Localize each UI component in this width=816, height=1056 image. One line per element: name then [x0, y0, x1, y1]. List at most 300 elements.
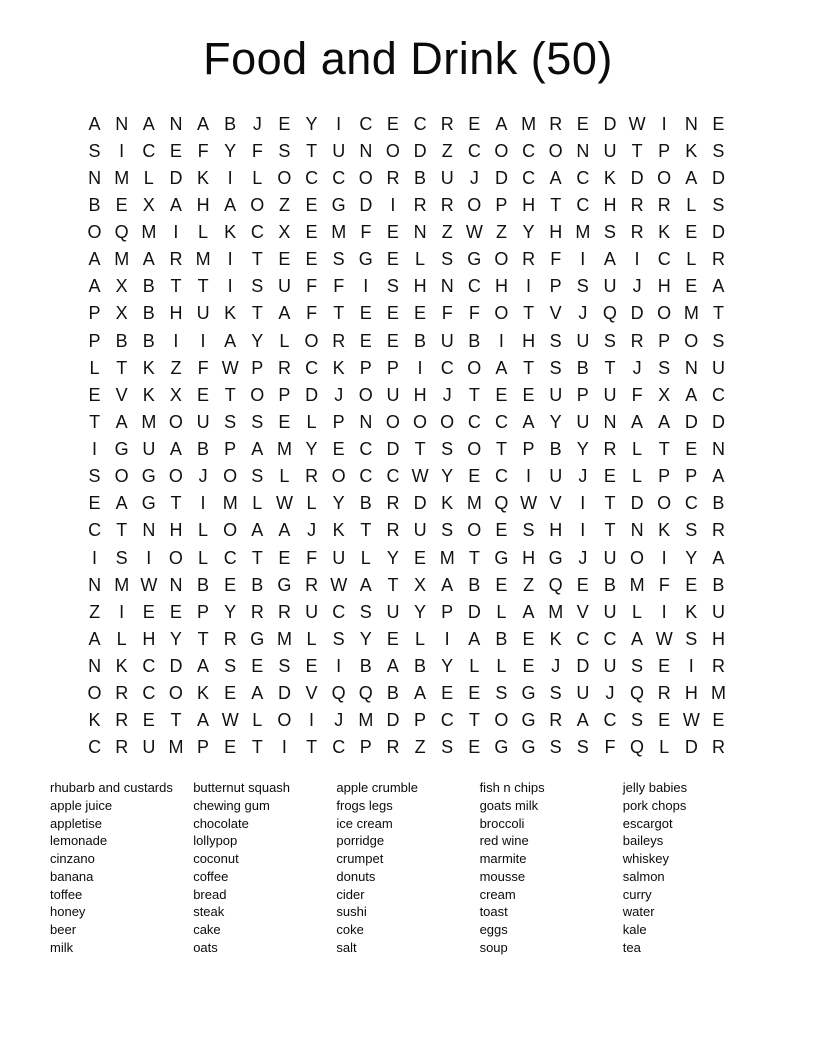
grid-cell: A: [712, 276, 725, 297]
grid-cell: W: [221, 357, 239, 378]
grid-cell: N: [169, 574, 183, 595]
word-item: oats: [193, 939, 218, 955]
grid-cell: E: [468, 737, 481, 758]
grid-cell: C: [576, 167, 590, 188]
grid-cell: E: [332, 439, 345, 460]
grid-cell: U: [549, 466, 563, 487]
grid-cell: D: [711, 411, 725, 432]
grid-cell: Y: [224, 140, 237, 161]
grid-cell: I: [92, 439, 98, 460]
grid-cell: O: [494, 140, 509, 161]
word-item: bread: [193, 886, 227, 902]
grid-cell: R: [277, 357, 291, 378]
grid-cell: K: [658, 222, 671, 243]
grid-cell: U: [196, 411, 210, 432]
grid-cell: S: [441, 439, 454, 460]
grid-cell: O: [168, 547, 183, 568]
grid-cell: A: [169, 194, 182, 215]
grid-cell: C: [359, 113, 373, 134]
grid-cell: S: [603, 222, 616, 243]
grid-cell: U: [711, 601, 725, 622]
grid-cell: D: [630, 493, 644, 514]
grid-cell: T: [658, 439, 670, 460]
word-item: salmon: [622, 868, 665, 884]
grid-cell: I: [146, 547, 152, 568]
grid-cell: C: [440, 357, 454, 378]
grid-cell: A: [685, 384, 698, 405]
grid-cell: C: [386, 466, 400, 487]
grid-cell: J: [469, 167, 479, 188]
grid-cell: G: [521, 710, 536, 731]
grid-cell: S: [658, 357, 671, 378]
grid-cell: J: [252, 113, 262, 134]
grid-cell: Z: [414, 737, 426, 758]
grid-cell: W: [628, 113, 646, 134]
grid-cell: A: [712, 466, 725, 487]
word-item: crumpet: [336, 851, 384, 866]
grid-cell: M: [276, 439, 292, 460]
grid-cell: P: [658, 330, 671, 351]
grid-cell: S: [115, 547, 128, 568]
grid-cell: P: [576, 384, 589, 405]
grid-cell: T: [387, 574, 399, 595]
grid-cell: F: [360, 222, 372, 243]
grid-cell: Y: [224, 601, 237, 622]
grid-cell: W: [275, 493, 293, 514]
grid-cell: N: [711, 439, 725, 460]
grid-cell: H: [657, 276, 671, 297]
grid-cell: B: [712, 574, 725, 595]
grid-cell: Z: [441, 140, 453, 161]
grid-cell: A: [251, 683, 264, 704]
grid-cell: I: [119, 140, 125, 161]
word-list-column: [623, 779, 766, 957]
grid-cell: L: [632, 466, 643, 487]
grid-cell: U: [603, 601, 617, 622]
grid-cell: B: [576, 357, 589, 378]
grid-cell: C: [142, 683, 156, 704]
grid-cell: L: [632, 601, 643, 622]
grid-cell: R: [603, 439, 617, 460]
grid-cell: L: [198, 222, 209, 243]
grid-cell: A: [712, 547, 725, 568]
grid-cell: A: [251, 439, 264, 460]
grid-cell: L: [496, 601, 507, 622]
grid-cell: K: [142, 357, 155, 378]
grid-cell: H: [549, 222, 563, 243]
grid-cell: W: [655, 628, 673, 649]
grid-cell: P: [197, 737, 210, 758]
grid-cell: Z: [89, 601, 101, 622]
grid-cell: T: [550, 194, 562, 215]
grid-cell: B: [549, 439, 562, 460]
grid-cell: S: [685, 628, 698, 649]
grid-cell: N: [359, 411, 373, 432]
grid-cell: T: [468, 547, 480, 568]
grid-cell: E: [278, 547, 291, 568]
grid-cell: S: [441, 520, 454, 541]
grid-cell: M: [358, 710, 374, 731]
grid-cell: E: [251, 656, 264, 677]
grid-cell: A: [142, 249, 155, 270]
word-item: chewing gum: [193, 797, 270, 813]
grid-cell: A: [142, 113, 155, 134]
grid-cell: O: [657, 493, 672, 514]
grid-cell: O: [657, 167, 672, 188]
grid-cell: G: [521, 683, 536, 704]
grid-cell: H: [711, 628, 725, 649]
word-item: soup: [479, 939, 508, 955]
grid-cell: L: [632, 439, 643, 460]
grid-cell: K: [549, 628, 562, 649]
grid-cell: A: [88, 276, 101, 297]
grid-cell: I: [580, 493, 586, 514]
grid-cell: L: [279, 330, 290, 351]
grid-cell: S: [685, 520, 698, 541]
grid-cell: D: [277, 683, 291, 704]
grid-cell: Q: [358, 683, 373, 704]
word-item: broccoli: [479, 815, 525, 831]
word-item: coke: [336, 922, 364, 937]
grid-cell: F: [604, 737, 616, 758]
grid-cell: A: [631, 411, 644, 432]
grid-cell: G: [494, 547, 509, 568]
word-item: cake: [193, 922, 221, 937]
grid-cell: N: [142, 520, 156, 541]
word-item: red wine: [479, 833, 529, 849]
grid-cell: P: [359, 357, 372, 378]
grid-cell: M: [575, 222, 591, 243]
word-item: whiskey: [622, 851, 669, 866]
grid-cell: A: [522, 411, 535, 432]
grid-cell: V: [549, 303, 562, 324]
word-item: apple crumble: [336, 780, 419, 795]
grid-cell: E: [169, 601, 182, 622]
grid-cell: X: [169, 384, 182, 405]
word-item: butternut squash: [193, 780, 291, 795]
grid-cell: S: [88, 140, 101, 161]
grid-cell: A: [278, 520, 291, 541]
grid-cell: K: [224, 222, 237, 243]
grid-cell: A: [224, 194, 237, 215]
grid-cell: O: [223, 520, 238, 541]
grid-cell: R: [305, 466, 319, 487]
grid-cell: I: [336, 656, 342, 677]
grid-cell: F: [550, 249, 562, 270]
grid-cell: N: [88, 167, 102, 188]
grid-cell: A: [495, 113, 508, 134]
grid-cell: R: [630, 194, 644, 215]
grid-cell: O: [223, 466, 238, 487]
grid-cell: S: [712, 330, 725, 351]
grid-cell: W: [465, 222, 483, 243]
grid-cell: Q: [114, 222, 129, 243]
grid-cell: N: [576, 140, 590, 161]
grid-cell: N: [169, 113, 183, 134]
grid-cell: O: [168, 683, 183, 704]
grid-cell: T: [251, 547, 263, 568]
grid-cell: C: [576, 628, 590, 649]
grid-cell: R: [115, 737, 129, 758]
grid-cell: A: [197, 710, 210, 731]
grid-cell: H: [196, 194, 210, 215]
grid-cell: A: [468, 628, 481, 649]
grid-cell: J: [334, 710, 344, 731]
grid-cell: S: [631, 656, 644, 677]
grid-cell: M: [683, 303, 699, 324]
grid-cell: E: [305, 249, 318, 270]
word-item: milk: [50, 939, 74, 955]
grid-cell: S: [251, 411, 264, 432]
grid-cell: P: [278, 384, 291, 405]
grid-cell: M: [548, 601, 564, 622]
word-item: steak: [193, 904, 225, 920]
grid-cell: C: [305, 357, 319, 378]
grid-cell: E: [386, 222, 399, 243]
grid-cell: X: [414, 574, 427, 595]
grid-cell: O: [684, 330, 699, 351]
grid-cell: U: [277, 276, 291, 297]
grid-cell: U: [603, 384, 617, 405]
grid-cell: D: [576, 656, 590, 677]
grid-cell: S: [251, 276, 264, 297]
grid-cell: A: [88, 249, 101, 270]
grid-cell: E: [88, 493, 101, 514]
grid-cell: T: [523, 303, 535, 324]
grid-cell: S: [332, 628, 345, 649]
grid-cell: R: [630, 330, 644, 351]
grid-cell: Y: [522, 222, 535, 243]
grid-cell: C: [494, 411, 508, 432]
grid-cell: E: [685, 276, 698, 297]
grid-cell: G: [250, 628, 265, 649]
grid-cell: J: [198, 466, 208, 487]
grid-cell: T: [197, 276, 209, 297]
grid-cell: V: [305, 683, 318, 704]
grid-cell: T: [360, 520, 372, 541]
grid-cell: Y: [251, 330, 264, 351]
word-item: honey: [50, 904, 86, 920]
grid-cell: Z: [495, 222, 507, 243]
grid-cell: D: [711, 167, 725, 188]
grid-cell: D: [169, 656, 183, 677]
grid-cell: J: [605, 683, 615, 704]
grid-cell: L: [279, 466, 290, 487]
grid-cell: S: [224, 656, 237, 677]
word-item: porridge: [336, 833, 385, 849]
grid-cell: I: [498, 330, 504, 351]
grid-cell: T: [170, 276, 182, 297]
grid-cell: E: [414, 303, 427, 324]
grid-cell: S: [278, 140, 291, 161]
grid-cell: M: [276, 628, 292, 649]
grid-cell: R: [169, 249, 183, 270]
grid-cell: E: [441, 683, 454, 704]
grid-cell: E: [197, 384, 210, 405]
grid-cell: J: [442, 384, 452, 405]
grid-cell: H: [142, 628, 156, 649]
word-item: apple juice: [50, 797, 113, 813]
grid-cell: U: [332, 140, 346, 161]
grid-cell: C: [88, 520, 102, 541]
grid-cell: O: [548, 140, 563, 161]
grid-cell: A: [441, 574, 454, 595]
word-item: rhubarb and custards: [50, 780, 173, 795]
word-item: salt: [336, 939, 357, 955]
word-list-column: [50, 779, 193, 957]
grid-cell: E: [305, 194, 318, 215]
grid-cell: A: [359, 574, 372, 595]
word-item: eggs: [479, 922, 508, 937]
grid-cell: C: [359, 466, 373, 487]
grid-cell: O: [467, 520, 482, 541]
grid-cell: I: [661, 547, 667, 568]
word-item: coffee: [193, 868, 229, 884]
word-item: escargot: [622, 815, 673, 831]
grid-cell: E: [359, 330, 372, 351]
grid-cell: C: [467, 411, 481, 432]
grid-cell: R: [549, 710, 563, 731]
grid-cell: S: [386, 276, 399, 297]
grid-cell: I: [688, 656, 694, 677]
grid-cell: R: [657, 194, 671, 215]
grid-cell: E: [224, 683, 237, 704]
grid-cell: I: [227, 249, 233, 270]
grid-cell: R: [386, 737, 400, 758]
grid-cell: O: [87, 222, 102, 243]
grid-cell: D: [305, 384, 319, 405]
grid-cell: E: [386, 113, 399, 134]
grid-cell: H: [684, 683, 698, 704]
grid-cell: B: [414, 656, 427, 677]
grid-cell: M: [114, 249, 130, 270]
grid-cell: M: [466, 493, 482, 514]
grid-cell: K: [603, 167, 616, 188]
grid-cell: W: [140, 574, 158, 595]
word-list-column: [336, 779, 479, 957]
grid-cell: W: [682, 710, 700, 731]
grid-cell: U: [576, 683, 590, 704]
grid-cell: E: [576, 113, 589, 134]
word-item: mousse: [479, 868, 526, 884]
grid-cell: G: [494, 737, 509, 758]
grid-cell: T: [604, 357, 616, 378]
grid-cell: R: [250, 601, 264, 622]
grid-cell: E: [359, 303, 372, 324]
grid-cell: U: [142, 439, 156, 460]
grid-cell: N: [440, 276, 454, 297]
grid-cell: G: [141, 493, 156, 514]
word-list: [50, 779, 766, 957]
grid-cell: R: [115, 683, 129, 704]
grid-cell: R: [657, 683, 671, 704]
grid-cell: C: [657, 249, 671, 270]
grid-cell: T: [523, 357, 535, 378]
grid-cell: A: [576, 710, 589, 731]
grid-cell: P: [88, 303, 101, 324]
grid-cell: X: [142, 194, 155, 215]
grid-cell: S: [631, 710, 644, 731]
grid-cell: E: [88, 384, 101, 405]
grid-cell: W: [221, 710, 239, 731]
grid-cell: Q: [548, 574, 563, 595]
word-item: lemonade: [50, 833, 108, 849]
grid-cell: A: [603, 249, 616, 270]
grid-cell: H: [549, 520, 563, 541]
grid-cell: A: [197, 113, 210, 134]
grid-cell: C: [142, 140, 156, 161]
grid-cell: M: [521, 113, 537, 134]
grid-cell: B: [712, 493, 725, 514]
grid-cell: O: [277, 167, 292, 188]
grid-cell: C: [603, 710, 617, 731]
grid-cell: O: [467, 439, 482, 460]
grid-cell: U: [386, 384, 400, 405]
grid-cell: V: [576, 601, 589, 622]
grid-cell: T: [251, 303, 263, 324]
grid-cell: O: [331, 466, 346, 487]
grid-cell: E: [576, 574, 589, 595]
grid-cell: T: [89, 411, 101, 432]
grid-cell: J: [632, 276, 642, 297]
grid-cell: T: [604, 520, 616, 541]
grid-cell: D: [630, 303, 644, 324]
grid-cell: I: [580, 520, 586, 541]
grid-cell: U: [711, 357, 725, 378]
grid-cell: I: [200, 330, 206, 351]
grid-cell: M: [168, 737, 184, 758]
grid-cell: E: [278, 249, 291, 270]
grid-cell: H: [169, 520, 183, 541]
grid-cell: L: [360, 547, 371, 568]
grid-cell: C: [603, 628, 617, 649]
grid-cell: X: [115, 303, 128, 324]
grid-cell: B: [224, 113, 237, 134]
grid-cell: V: [549, 493, 562, 514]
grid-cell: O: [630, 547, 645, 568]
grid-cell: K: [332, 520, 345, 541]
word-item: curry: [622, 886, 652, 902]
word-item: donuts: [336, 868, 376, 884]
grid-cell: F: [631, 384, 643, 405]
word-item: pork chops: [622, 797, 687, 813]
grid-cell: P: [522, 439, 535, 460]
grid-cell: P: [386, 357, 399, 378]
grid-cell: E: [386, 249, 399, 270]
grid-cell: P: [332, 411, 345, 432]
word-item: kale: [622, 922, 647, 937]
grid-cell: B: [468, 330, 481, 351]
grid-cell: A: [169, 439, 182, 460]
grid-cell: B: [495, 628, 508, 649]
grid-cell: E: [386, 628, 399, 649]
grid-cell: B: [142, 330, 155, 351]
grid-cell: B: [359, 656, 372, 677]
grid-cell: K: [197, 167, 210, 188]
grid-cell: T: [712, 303, 724, 324]
grid-cell: I: [281, 737, 287, 758]
grid-cell: H: [522, 547, 536, 568]
word-item: water: [622, 904, 655, 920]
grid-cell: N: [630, 520, 644, 541]
grid-cell: X: [658, 384, 671, 405]
grid-cell: D: [386, 710, 400, 731]
grid-cell: J: [632, 357, 642, 378]
word-item: cream: [479, 886, 516, 902]
grid-cell: U: [440, 167, 454, 188]
word-list-column: [193, 779, 336, 957]
grid-cell: P: [495, 194, 508, 215]
